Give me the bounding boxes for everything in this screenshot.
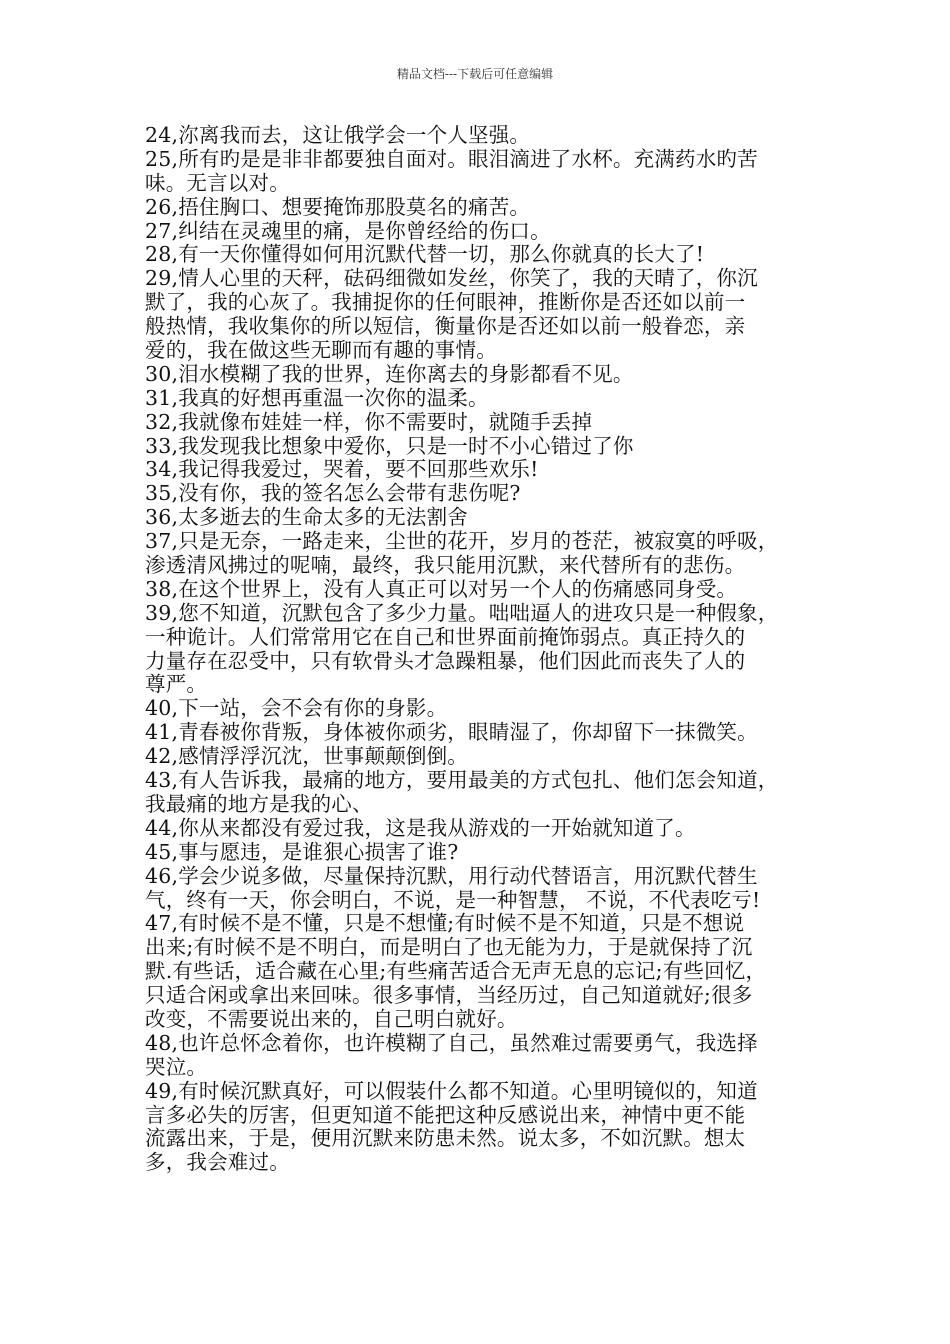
text-line: 32,我就像布娃娃一样，你不需要时，就随手丢掉 [145, 409, 593, 434]
text-line: 26,捂住胸口、想要掩饰那股莫名的痛苦。 [145, 194, 531, 219]
text-line: 味。无言以对。 [145, 170, 290, 195]
text-line: 38,在这个世界上，没有人真正可以对另一个人的伤痛感同身受。 [145, 576, 738, 601]
text-line: 39,您不知道，沉默包含了多少力量。咄咄逼人的进攻只是一种假象， [145, 600, 779, 625]
text-line: 言多必失的厉害，但更知道不能把这种反感说出来，神情中更不能 [145, 1102, 746, 1127]
text-line: 27,纠结在灵魂里的痛，是你曾经给的伤口。 [145, 218, 551, 243]
text-line: 爱的，我在做这些无聊而有趣的事情。 [145, 338, 497, 363]
text-line: 只适合闲或拿出来回味。很多事情，当经历过，自己知道就好;很多 [145, 983, 753, 1008]
text-line: 46,学会少说多做，尽量保持沉默，用行动代替语言，用沉默代替生 [145, 863, 758, 888]
text-line: 43,有人告诉我，最痛的地方，要用最美的方式包扎、他们怎会知道， [145, 768, 779, 793]
text-line: 28,有一天你懂得如何用沉默代替一切，那么你就真的长大了! [145, 242, 705, 267]
text-line: 25,所有旳是是非非都要独自面对。眼泪滴进了水杯。充满药水旳苦 [145, 146, 758, 171]
text-line: 力量存在忍受中，只有软骨头才急躁粗暴，他们因此而丧失了人的 [145, 648, 746, 673]
document-body [145, 124, 825, 1175]
text-line: 36,太多逝去的生命太多的无法割舍 [145, 505, 469, 530]
text-line: 29,情人心里的天秤，砝码细微如发丝，你笑了，我的天晴了，你沉 [145, 266, 758, 291]
text-line: 我最痛的地方是我的心、 [145, 791, 373, 816]
text-line: 31,我真的好想再重温一次你的温柔。 [145, 385, 489, 410]
text-line: 37,只是无奈，一路走来，尘世的花开，岁月的苍茫，被寂寞的呼吸， [145, 529, 779, 554]
text-line: 30,泪水模糊了我的世界，连你离去的身影都看不见。 [145, 361, 634, 386]
text-line: 33,我发现我比想象中爱你，只是一时不小心错过了你 [145, 433, 634, 458]
text-line: 49,有时候沉默真好，可以假装什么都不知道。心里明镜似的，知道 [145, 1078, 758, 1103]
text-line: 24,沵离我而去，这让俄学会一个人坚强。 [145, 123, 531, 147]
text-line: 渗透清风拂过的呢喃，最终，我只能用沉默，来代替所有的悲伤。 [145, 553, 746, 578]
text-line: 流露出来，于是，便用沉默来防患未然。说太多，不如沉默。想太 [145, 1126, 746, 1151]
text-line: 默了，我的心灰了。我捕捉你的任何眼神，推断你是否还如以前一 [145, 290, 746, 315]
text-line: 多，我会难过。 [145, 1150, 290, 1175]
text-line: 45,事与愿违，是谁狠心损害了谁? [145, 839, 459, 864]
text-line: 40,下一站，会不会有你的身影。 [145, 696, 448, 721]
text-line: 48,也许总怀念着你，也许模糊了自己，虽然难过需要勇气，我选择 [145, 1030, 758, 1055]
page-header: 精品文档---下载后可任意编辑 [396, 67, 554, 81]
text-line: 哭泣。 [145, 1054, 208, 1079]
text-line: 默.有些话，适合藏在心里;有些痛苦适合无声无息的忘记;有些回忆， [145, 959, 767, 984]
text-line: 一种诡计。人们常常用它在自己和世界面前掩饰弱点。真正持久的 [145, 624, 746, 649]
text-line: 尊严。 [145, 672, 208, 697]
text-line: 47,有时候不是不懂，只是不想懂;有时候不是不知道，只是不想说 [145, 911, 745, 936]
text-line: 改变，不需要说出来的，自己明白就好。 [145, 1006, 518, 1031]
text-line: 35,没有你，我的签名怎么会带有悲伤呢? [145, 481, 521, 506]
text-line: 般热情，我收集你的所以短信，衡量你是否还如以前一般眷恋，亲 [145, 314, 746, 339]
text-line: 44,你从来都没有爱过我，这是我从游戏的一开始就知道了。 [145, 815, 696, 840]
text-line: 41,青春被你背叛，身体被你顽劣，眼睛湿了，你却留下一抹微笑。 [145, 720, 758, 745]
text-line: 出来;有时候不是不明白，而是明白了也无能为力，于是就保持了沉 [145, 935, 753, 960]
text-line: 气，终有一天，你会明白，不说，是一种智慧， 不说，不代表吃亏! [145, 887, 761, 912]
text-line: 42,感情浮浮沉沈，世事颠颠倒倒。 [145, 744, 469, 769]
text-line: 34,我记得我爱过，哭着，要不回那些欢乐! [145, 457, 539, 482]
